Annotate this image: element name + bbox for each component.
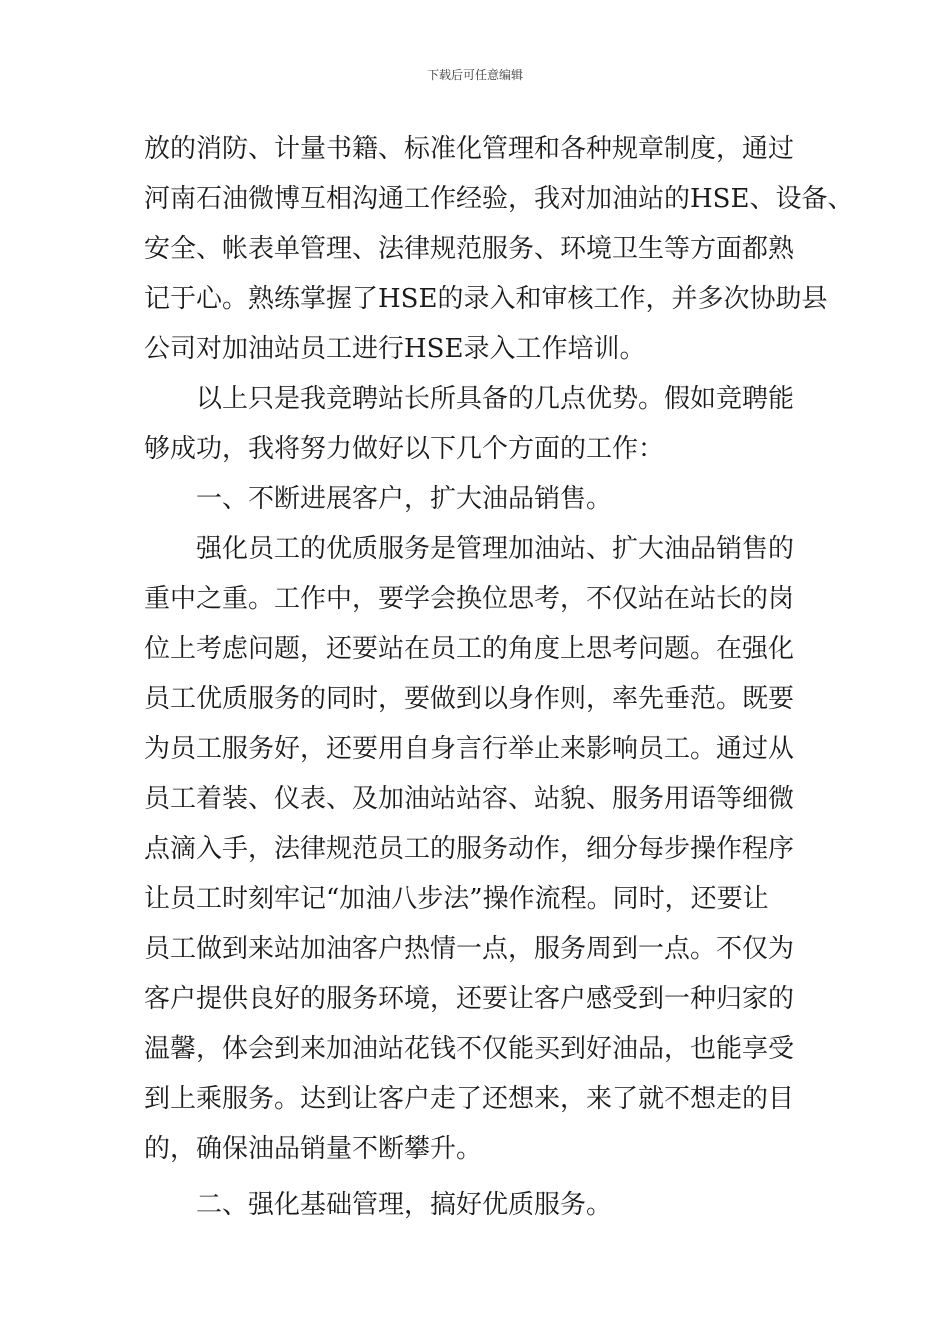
text-line: 点滴入手，法律规范员工的服务动作，细分每步操作程序 — [144, 834, 795, 864]
page-header: 下载后可任意编辑 — [426, 68, 523, 82]
text-line: 员工做到来站加油客户热情一点，服务周到一点。不仅为 — [144, 934, 795, 964]
section-heading: 一、不断进展客户，扩大油品销售。 — [196, 484, 613, 514]
text-line: 员工优质服务的同时，要做到以身作则，率先垂范。既要 — [144, 684, 795, 714]
text-line: 位上考虑问题，还要站在员工的角度上思考问题。在强化 — [144, 634, 795, 664]
text-line: 记于心。熟练掌握了HSE的录入和审核工作，并多次协助县 — [144, 284, 828, 314]
text-line: 客户提供良好的服务环境，还要让客户感受到一种归家的 — [144, 984, 795, 1014]
text-line: 为员工服务好，还要用自身言行举止来影响员工。通过从 — [144, 734, 795, 764]
text-line: 强化员工的优质服务是管理加油站、扩大油品销售的 — [196, 534, 795, 564]
document-body — [144, 124, 854, 1230]
text-line: 让员工时刻牢记“加油八步法”操作流程。同时，还要让 — [144, 884, 769, 914]
text-line: 河南石油微博互相沟通工作经验，我对加油站的HSE、设备、 — [144, 184, 854, 214]
text-line: 重中之重。工作中，要学会换位思考，不仅站在站长的岗 — [144, 584, 795, 614]
text-line: 到上乘服务。达到让客户走了还想来，来了就不想走的目 — [144, 1084, 795, 1114]
text-line: 以上只是我竞聘站长所具备的几点优势。假如竞聘能 — [196, 384, 795, 414]
text-line: 员工着装、仪表、及加油站站容、站貌、服务用语等细微 — [144, 784, 795, 814]
text-line: 的，确保油品销量不断攀升。 — [144, 1134, 483, 1164]
text-line: 够成功，我将努力做好以下几个方面的工作： — [144, 434, 665, 464]
text-line: 温馨，体会到来加油站花钱不仅能买到好油品，也能享受 — [144, 1034, 795, 1064]
text-line: 公司对加油站员工进行HSE录入工作培训。 — [144, 334, 646, 364]
text-line: 放的消防、计量书籍、标准化管理和各种规章制度，通过 — [144, 134, 795, 164]
text-line: 安全、帐表单管理、法律规范服务、环境卫生等方面都熟 — [144, 234, 795, 264]
section-heading: 二、强化基础管理，搞好优质服务。 — [196, 1190, 613, 1220]
